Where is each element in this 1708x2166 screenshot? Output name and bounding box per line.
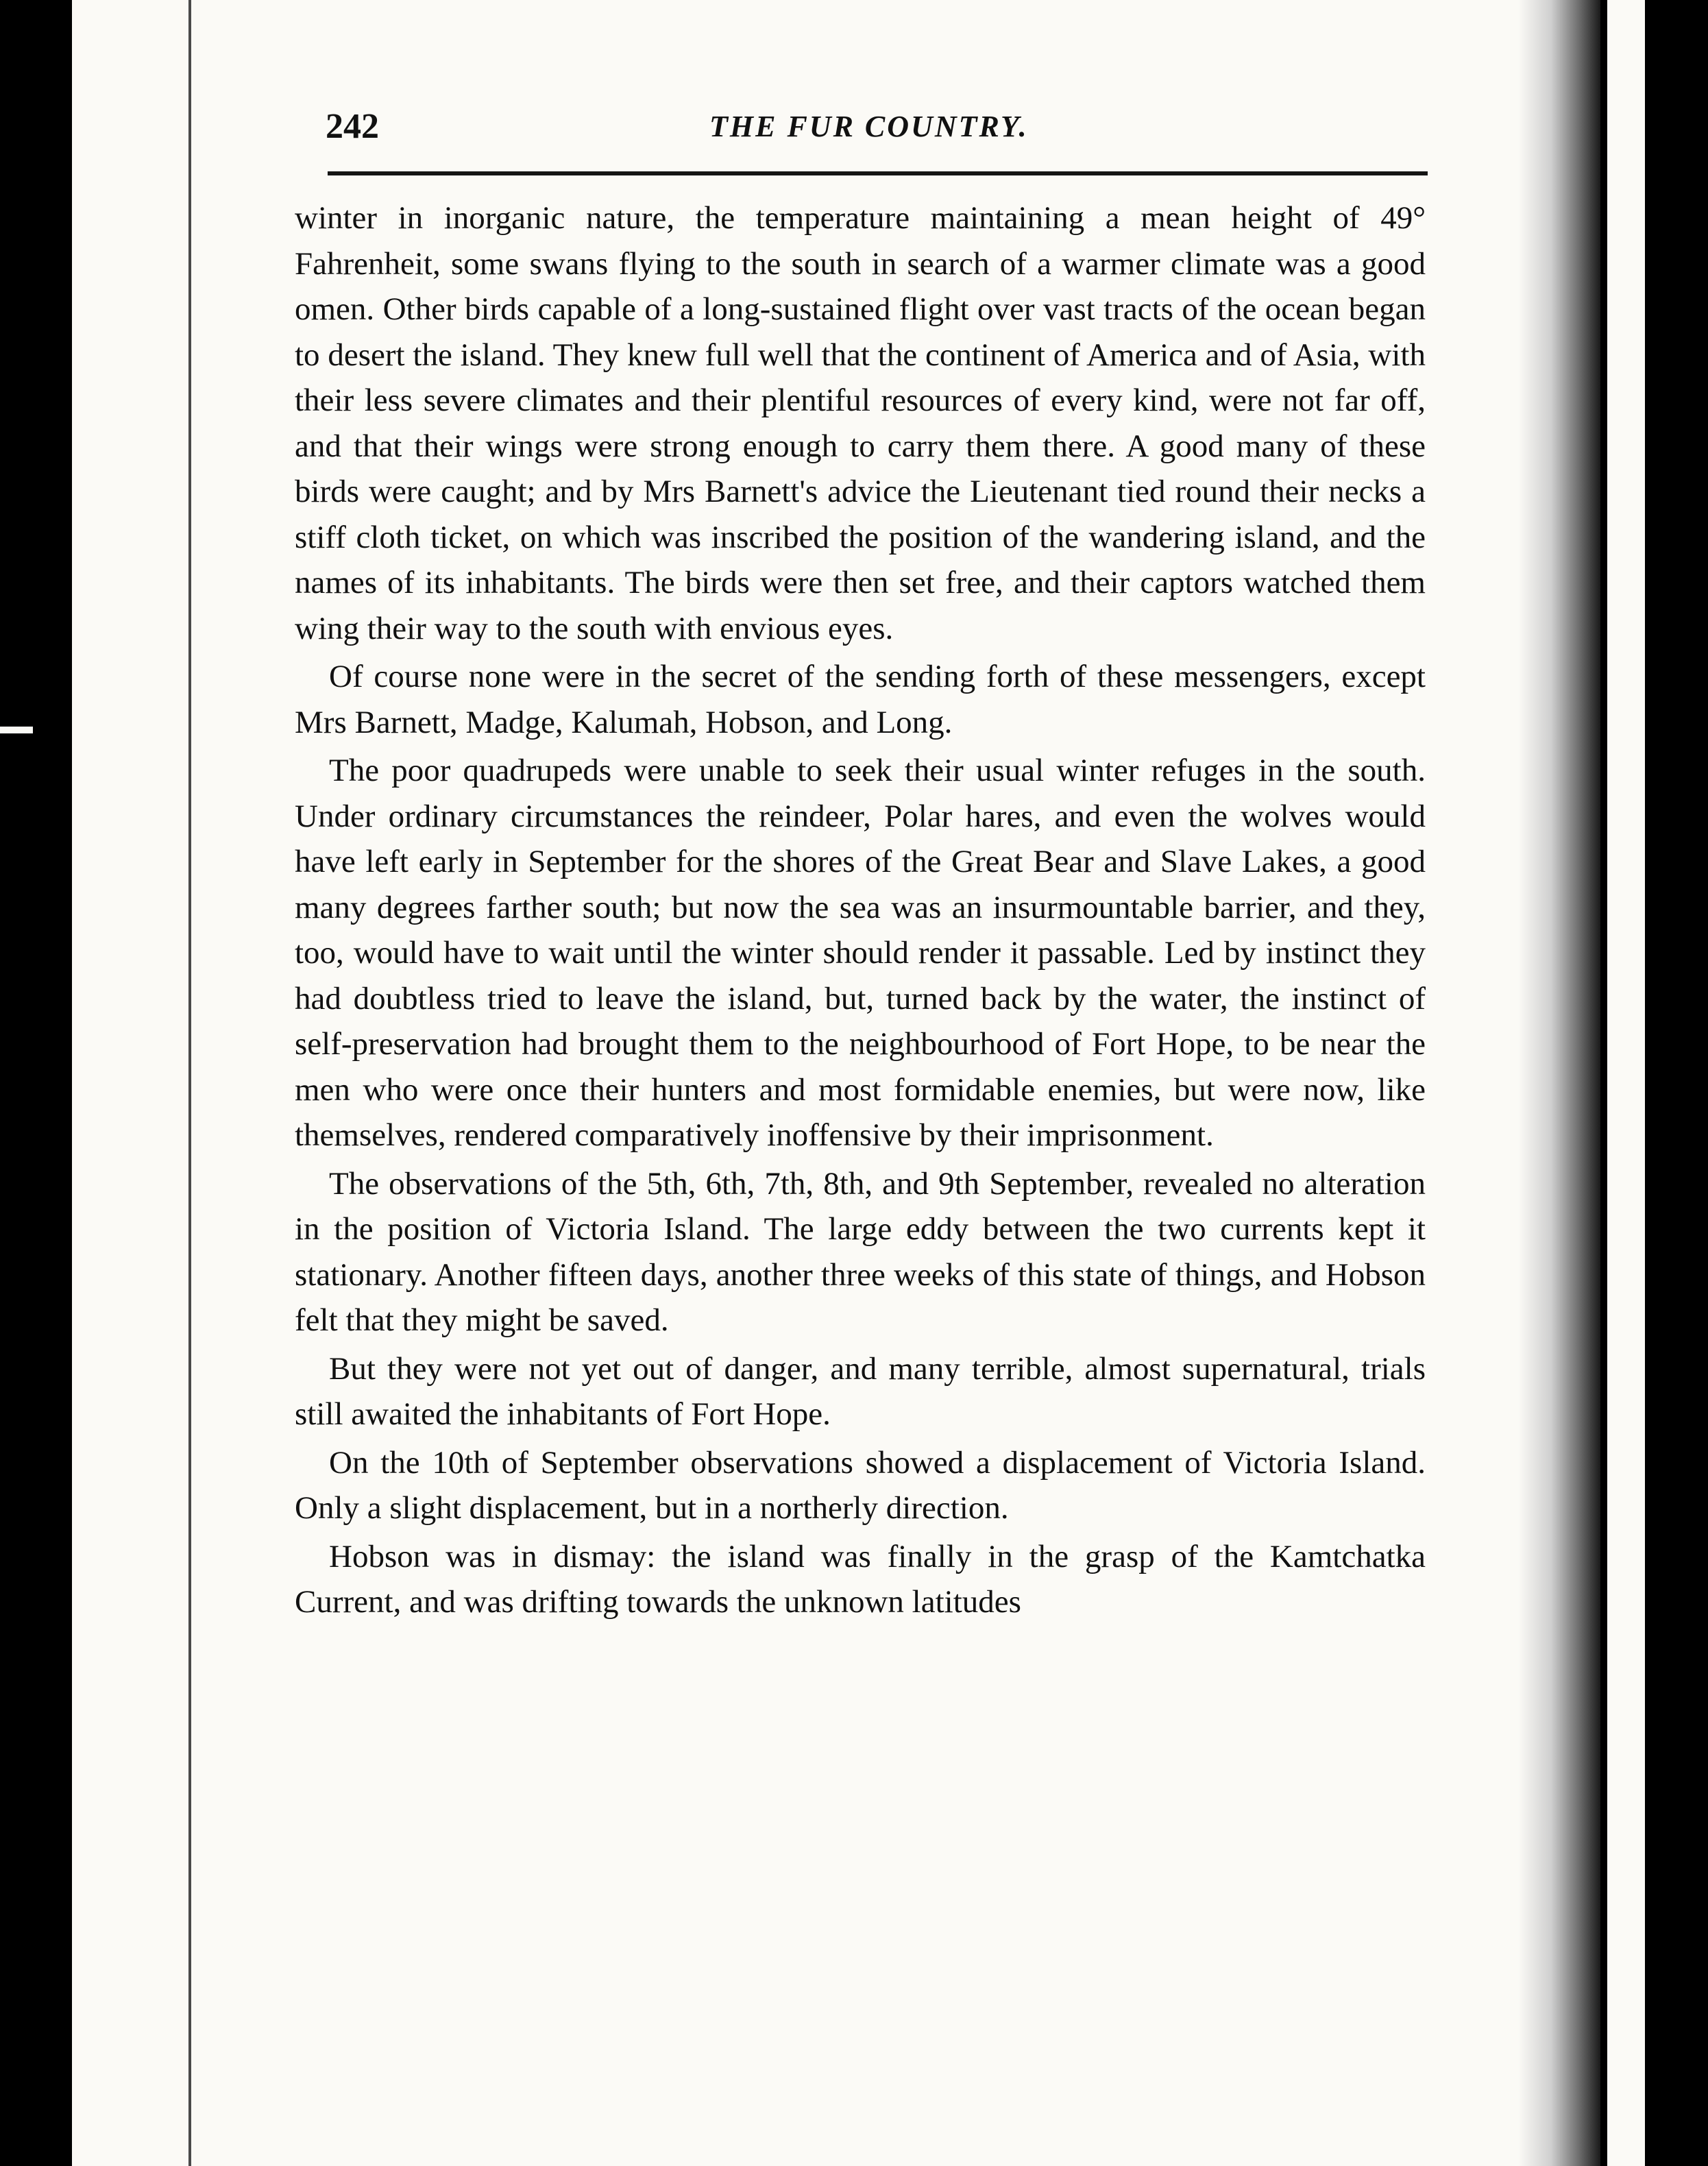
paragraph: But they were not yet out of danger, and many terrible, almost supernatural, trials still awaited the inhabitants of Fort Hope.	[295, 1350, 1426, 1432]
page-edge-shadow	[1518, 0, 1600, 2166]
page-gutter-line	[188, 0, 191, 2166]
body-text	[295, 195, 1426, 1625]
running-title: THE FUR COUNTRY.	[709, 110, 1029, 143]
next-page-edge	[1607, 0, 1645, 2166]
paragraph: Of course none were in the secret of the sending forth of these messengers, except Mrs Barnett, Madge, Kalumah, Hobson, and Long.	[295, 659, 1426, 740]
paragraph: Hobson was in dismay: the island was finally in the grasp of the Kamtchatka Current, and was drifting towards the unknown latitudes	[295, 1538, 1426, 1620]
scan-edge-mark	[0, 727, 33, 733]
header-rule	[328, 171, 1428, 175]
paragraph: The poor quadrupeds were unable to seek their usual winter refuges in the south. Under ordinary circumstances the reindeer, Polar hares, and even the wolves would have left early in September for the shores of the Great Bear and Slave Lakes, a good many degrees farther south; but now the sea was an insurmountable barrier, and they, too, would have to wait until the winter should render it passable. Led by instinct they had doubtless tried to leave the island, but, turned back by the water, the instinct of self-preservation had brought them to the neighbourhood of Fort Hope, to be near the men who were once their hunters and most formidable enemies, but were now, like themselves, rendered comparatively inoffensive by their imprisonment.	[295, 753, 1426, 1153]
paragraph: The observations of the 5th, 6th, 7th, 8th, and 9th September, revealed no alteration in the position of Victoria Island. The large eddy between the two currents kept it stationary. Another fifteen days, another three weeks of this state of things, and Hobson felt that they might be saved.	[295, 1165, 1426, 1338]
page-number: 242	[326, 107, 379, 146]
paragraph-continued: winter in inorganic nature, the temperature maintaining a mean height of 49° Fahrenheit, some swans flying to the south in search of a warmer climate was a good omen. Other birds capable of a long-sustained flight over vast tracts of the ocean began to desert the island. They knew full well that the continent of America and of Asia, with their less severe climates and their plentiful resources of every kind, were not far off, and that their wings were strong enough to carry them there. A good many of these birds were caught; and by Mrs Barnett's advice the Lieutenant tied round their necks a stiff cloth ticket, on which was inscribed the position of the wandering island, and the names of its inhabitants. The birds were then set free, and their captors watched them wing their way to the south with envious eyes.	[295, 200, 1426, 646]
running-head	[326, 99, 1436, 154]
paragraph: On the 10th of September observations showed a displacement of Victoria Island. Only a slight displacement, but in a northerly direction.	[295, 1444, 1426, 1526]
